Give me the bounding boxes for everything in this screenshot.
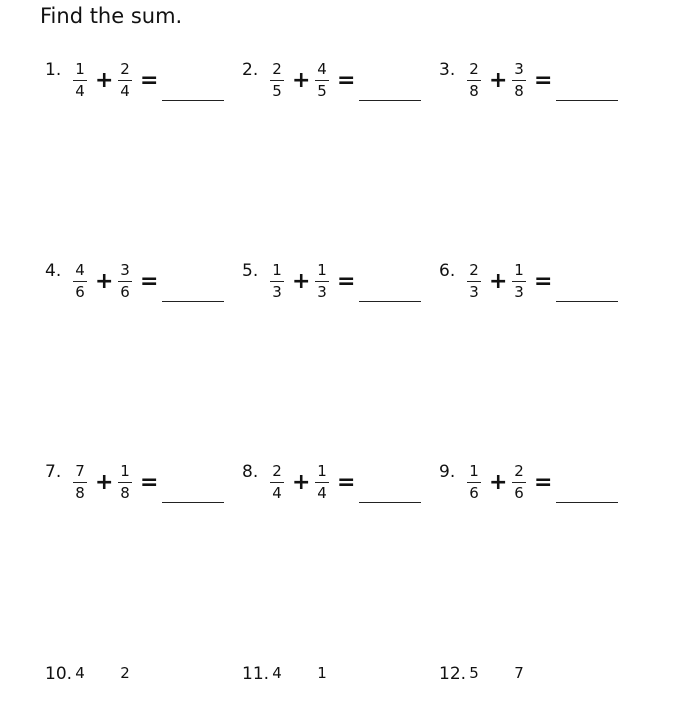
second-numerator: 2 bbox=[120, 60, 130, 78]
fraction-bar bbox=[512, 281, 526, 282]
answer-blank[interactable] bbox=[359, 100, 421, 101]
fraction-bar bbox=[467, 482, 481, 483]
second-fraction bbox=[512, 462, 526, 502]
second-fraction bbox=[118, 60, 132, 100]
second-denominator: 5 bbox=[317, 82, 327, 100]
answer-blank[interactable] bbox=[162, 100, 224, 101]
answer-blank[interactable] bbox=[359, 301, 421, 302]
second-fraction bbox=[512, 261, 526, 301]
problem-7 bbox=[45, 462, 245, 522]
first-denominator: 8 bbox=[75, 484, 85, 502]
problem-number: 5. bbox=[242, 261, 259, 281]
problem-number: 7. bbox=[45, 462, 62, 482]
first-denominator: 3 bbox=[272, 283, 282, 301]
first-numerator: 2 bbox=[469, 261, 479, 279]
problem-5 bbox=[242, 261, 442, 321]
first-fraction bbox=[73, 60, 87, 100]
second-fraction bbox=[315, 664, 329, 682]
plus-sign: + bbox=[292, 68, 311, 93]
problem-10 bbox=[45, 664, 245, 724]
fraction-bar bbox=[467, 80, 481, 81]
equals-sign: = bbox=[534, 470, 553, 495]
fraction-bar bbox=[73, 281, 87, 282]
answer-blank[interactable] bbox=[162, 502, 224, 503]
first-numerator: 5 bbox=[469, 664, 479, 682]
worksheet-title: Find the sum. bbox=[40, 4, 183, 28]
problem-number: 6. bbox=[439, 261, 456, 281]
equals-sign: = bbox=[140, 269, 159, 294]
fraction-bar bbox=[512, 482, 526, 483]
second-fraction bbox=[118, 462, 132, 502]
problem-2 bbox=[242, 60, 442, 120]
second-numerator: 7 bbox=[514, 664, 524, 682]
problem-number: 11. bbox=[242, 664, 270, 684]
equals-sign: = bbox=[534, 269, 553, 294]
answer-blank[interactable] bbox=[556, 301, 618, 302]
problem-1 bbox=[45, 60, 245, 120]
first-numerator: 1 bbox=[469, 462, 479, 480]
first-fraction bbox=[73, 462, 87, 502]
second-denominator: 3 bbox=[317, 283, 327, 301]
second-denominator: 8 bbox=[514, 82, 524, 100]
first-fraction bbox=[467, 664, 481, 682]
problem-number: 2. bbox=[242, 60, 259, 80]
problem-number: 8. bbox=[242, 462, 259, 482]
plus-sign: + bbox=[292, 269, 311, 294]
problem-number: 3. bbox=[439, 60, 456, 80]
first-numerator: 4 bbox=[272, 664, 282, 682]
plus-sign: + bbox=[95, 269, 114, 294]
problem-number: 12. bbox=[439, 664, 467, 684]
first-fraction bbox=[270, 664, 284, 682]
equals-sign: = bbox=[140, 68, 159, 93]
second-fraction bbox=[315, 261, 329, 301]
first-denominator: 6 bbox=[469, 484, 479, 502]
second-fraction bbox=[118, 261, 132, 301]
fraction-bar bbox=[118, 80, 132, 81]
first-fraction bbox=[467, 462, 481, 502]
fraction-bar bbox=[118, 281, 132, 282]
fraction-bar bbox=[270, 482, 284, 483]
equals-sign: = bbox=[337, 68, 356, 93]
first-numerator: 1 bbox=[75, 60, 85, 78]
first-numerator: 2 bbox=[469, 60, 479, 78]
first-numerator: 2 bbox=[272, 60, 282, 78]
second-denominator: 6 bbox=[120, 283, 130, 301]
second-denominator: 4 bbox=[120, 82, 130, 100]
problem-number: 1. bbox=[45, 60, 62, 80]
first-fraction bbox=[270, 462, 284, 502]
second-fraction bbox=[512, 664, 526, 682]
first-fraction bbox=[73, 261, 87, 301]
second-numerator: 2 bbox=[120, 664, 130, 682]
first-numerator: 2 bbox=[272, 462, 282, 480]
second-denominator: 3 bbox=[514, 283, 524, 301]
first-denominator: 5 bbox=[272, 82, 282, 100]
second-fraction bbox=[315, 462, 329, 502]
first-denominator: 3 bbox=[469, 283, 479, 301]
first-denominator: 8 bbox=[469, 82, 479, 100]
problem-number: 9. bbox=[439, 462, 456, 482]
problem-4 bbox=[45, 261, 245, 321]
fraction-bar bbox=[73, 80, 87, 81]
equals-sign: = bbox=[140, 470, 159, 495]
second-fraction bbox=[512, 60, 526, 100]
fraction-bar bbox=[467, 281, 481, 282]
second-numerator: 4 bbox=[317, 60, 327, 78]
second-fraction bbox=[118, 664, 132, 682]
plus-sign: + bbox=[292, 470, 311, 495]
answer-blank[interactable] bbox=[556, 100, 618, 101]
first-fraction bbox=[467, 261, 481, 301]
problem-8 bbox=[242, 462, 442, 522]
problem-6 bbox=[439, 261, 639, 321]
second-numerator: 1 bbox=[317, 462, 327, 480]
fraction-bar bbox=[315, 281, 329, 282]
first-fraction bbox=[73, 664, 87, 682]
answer-blank[interactable] bbox=[359, 502, 421, 503]
plus-sign: + bbox=[95, 68, 114, 93]
plus-sign: + bbox=[489, 269, 508, 294]
plus-sign: + bbox=[489, 68, 508, 93]
first-numerator: 7 bbox=[75, 462, 85, 480]
answer-blank[interactable] bbox=[162, 301, 224, 302]
second-numerator: 1 bbox=[317, 664, 327, 682]
fraction-bar bbox=[315, 80, 329, 81]
second-numerator: 2 bbox=[514, 462, 524, 480]
problem-3 bbox=[439, 60, 639, 120]
second-numerator: 3 bbox=[514, 60, 524, 78]
problem-9 bbox=[439, 462, 639, 522]
second-numerator: 3 bbox=[120, 261, 130, 279]
first-numerator: 4 bbox=[75, 261, 85, 279]
second-denominator: 8 bbox=[120, 484, 130, 502]
problem-number: 10. bbox=[45, 664, 73, 684]
first-fraction bbox=[467, 60, 481, 100]
equals-sign: = bbox=[337, 470, 356, 495]
first-fraction bbox=[270, 60, 284, 100]
second-denominator: 6 bbox=[514, 484, 524, 502]
first-denominator: 4 bbox=[272, 484, 282, 502]
equals-sign: = bbox=[337, 269, 356, 294]
first-denominator: 4 bbox=[75, 82, 85, 100]
fraction-bar bbox=[73, 482, 87, 483]
equals-sign: = bbox=[534, 68, 553, 93]
first-numerator: 4 bbox=[75, 664, 85, 682]
problem-number: 4. bbox=[45, 261, 62, 281]
first-denominator: 6 bbox=[75, 283, 85, 301]
fraction-bar bbox=[315, 482, 329, 483]
first-numerator: 1 bbox=[272, 261, 282, 279]
plus-sign: + bbox=[489, 470, 508, 495]
fraction-bar bbox=[512, 80, 526, 81]
problem-12 bbox=[439, 664, 639, 724]
second-denominator: 4 bbox=[317, 484, 327, 502]
second-numerator: 1 bbox=[317, 261, 327, 279]
fraction-bar bbox=[270, 80, 284, 81]
second-fraction bbox=[315, 60, 329, 100]
answer-blank[interactable] bbox=[556, 502, 618, 503]
fraction-bar bbox=[118, 482, 132, 483]
plus-sign: + bbox=[95, 470, 114, 495]
second-numerator: 1 bbox=[514, 261, 524, 279]
fraction-bar bbox=[270, 281, 284, 282]
first-fraction bbox=[270, 261, 284, 301]
second-numerator: 1 bbox=[120, 462, 130, 480]
problem-11 bbox=[242, 664, 442, 724]
